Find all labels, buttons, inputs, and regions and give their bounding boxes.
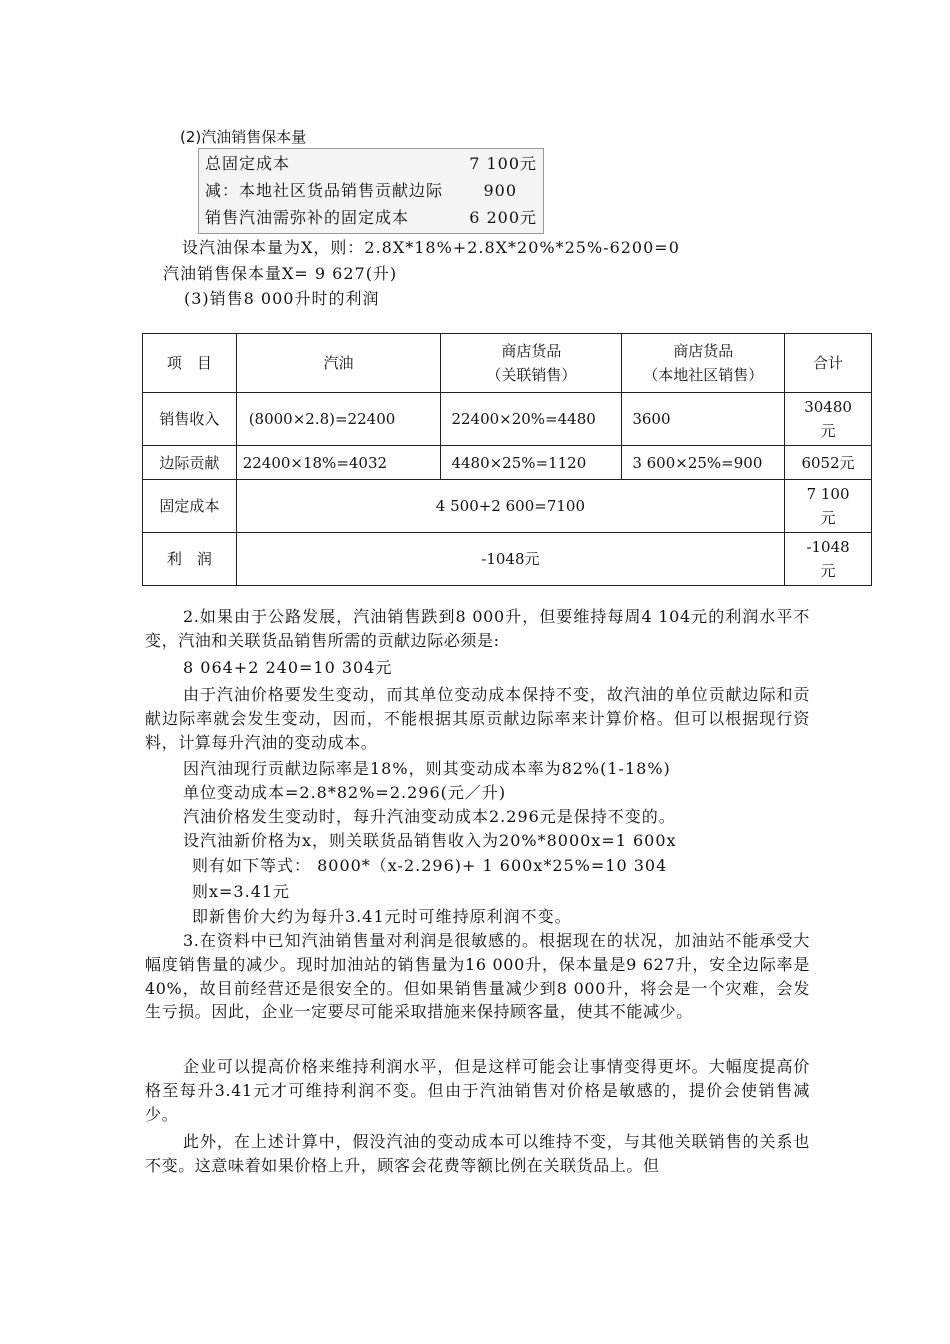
cell-merged: -1048元 <box>236 533 784 586</box>
header-gasoline: 汽油 <box>236 334 441 393</box>
paragraph-5: 此外，在上述计算中，假没汽油的变动成本可以维持不变，与其他关联销售的关系也不变。这意味着如果价格上升，顾客会花费等额比例在关联货品上。但 <box>145 1132 810 1175</box>
cell-local: 3600 <box>622 393 785 446</box>
cell-total <box>785 480 872 533</box>
box-row <box>205 178 537 204</box>
paragraph-2: 2.如果由于公路发展，汽油销售跌到8 000升，但要维持每周4 104元的利润水平不变，汽油和关联货品销售所需的贡献边际必须是: <box>145 607 810 650</box>
table-row <box>143 480 872 533</box>
header-local-line2: （本地社区销售） <box>643 366 764 384</box>
cell-total-line2: 元 <box>820 509 836 527</box>
box-value: 900 <box>483 181 517 200</box>
header-related-line1: 商店货品 <box>501 342 562 360</box>
header-related-line2: （关联销售） <box>486 366 577 384</box>
box-label: 总固定成本 <box>205 154 291 173</box>
cell-merged: 4 500+2 600=7100 <box>236 480 784 533</box>
header-related-sales <box>441 334 622 393</box>
table-row <box>143 393 872 446</box>
box-row <box>205 205 537 231</box>
box-label: 销售汽油需弥补的固定成本 <box>205 208 410 227</box>
header-local-sales <box>622 334 785 393</box>
box-label: 减：本地社区货品销售贡献边际 <box>205 181 444 200</box>
table-row <box>143 533 872 586</box>
cell-total-line1: 30480 <box>804 398 852 416</box>
header-item: 项 目 <box>143 334 237 393</box>
paragraph-price-change: 由于汽油价格要发生变动，而其单位变动成本保持不变，故汽油的单位贡献边际和贡献边际率就会发生变动，因而，不能根据其原贡献边际率来计算价格。但可以根据现行资料，计算每升汽油的变动成本。 <box>145 685 810 752</box>
breakeven-equation: 设汽油保本量为X，则：2.8X*18%+2.8X*20%*25%-6200=0 <box>182 238 680 257</box>
box-value: 7 100元 <box>469 154 537 173</box>
row-label: 固定成本 <box>143 480 237 533</box>
cell-total <box>785 393 872 446</box>
section-3-title: (3)销售8 000升时的利润 <box>184 289 380 308</box>
cell-total: 6052元 <box>785 446 872 480</box>
cell-total-line2: 元 <box>820 422 836 440</box>
formula-line: 8 064+2 240=10 304元 <box>183 658 393 677</box>
calc-line: 汽油价格发生变动时，每升汽油变动成本2.296元是保持不变的。 <box>183 807 676 826</box>
cell-gasoline: 22400×18%=4032 <box>236 446 441 480</box>
header-local-line1: 商店货品 <box>673 342 734 360</box>
fixed-cost-box <box>198 148 544 234</box>
row-label: 利 润 <box>143 533 237 586</box>
calc-line: 则有如下等式： 8000*（x-2.296)+ 1 600x*25%=10 304 <box>192 856 668 875</box>
cell-gasoline: (8000×2.8)=22400 <box>236 393 441 446</box>
cell-related: 4480×25%=1120 <box>441 446 622 480</box>
breakeven-result: 汽油销售保本量X= 9 627(升) <box>163 264 398 283</box>
paragraph-3: 3.在资料中已知汽油销售量对利润是很敏感的。根据现在的状况，加油站不能承受大幅度销售量的减少。现时加油站的销售量为16 000升，保本量是9 627升，安全边际率是40%，故目前经营还是很安全的。但如果销售量减少到8 000升，将会是一个灾难，会发生亏损。因此，企业一定要尽可能采取措施来保持顾客量，使其不能减少。 <box>145 931 810 1022</box>
calc-line: 单位变动成本=2.8*82%=2.296(元／升) <box>183 783 507 802</box>
table-header-row <box>143 334 872 393</box>
cell-total-line1: 7 100 <box>806 485 850 503</box>
calc-line: 设汽油新价格为x，则关联货品销售收入为20%*8000x=1 600x <box>183 831 677 850</box>
box-row <box>205 151 537 177</box>
table-row <box>143 446 872 480</box>
row-label: 销售收入 <box>143 393 237 446</box>
cell-total-line2: 元 <box>820 562 836 580</box>
calc-line: 则x=3.41元 <box>192 882 291 901</box>
cell-total-line1: -1048 <box>806 538 850 556</box>
profit-table <box>142 333 872 586</box>
box-value: 6 200元 <box>469 208 537 227</box>
paragraph-4: 企业可以提高价格来维持利润水平，但是这样可能会让事情变得更坏。大幅度提高价格至每升3.41元才可维持利润不变。但由于汽油销售对价格是敏感的，提价会使销售减少。 <box>145 1057 810 1124</box>
cell-related: 22400×20%=4480 <box>441 393 622 446</box>
calc-line: 即新售价大约为每升3.41元时可维持原利润不变。 <box>192 907 572 926</box>
section-2-title: (2)汽油销售保本量 <box>180 128 307 146</box>
cell-local: 3 600×25%=900 <box>622 446 785 480</box>
cell-total <box>785 533 872 586</box>
row-label: 边际贡献 <box>143 446 237 480</box>
header-total: 合计 <box>785 334 872 393</box>
calc-line: 因汽油现行贡献边际率是18%，则其变动成本率为82%(1-18%) <box>183 759 671 778</box>
